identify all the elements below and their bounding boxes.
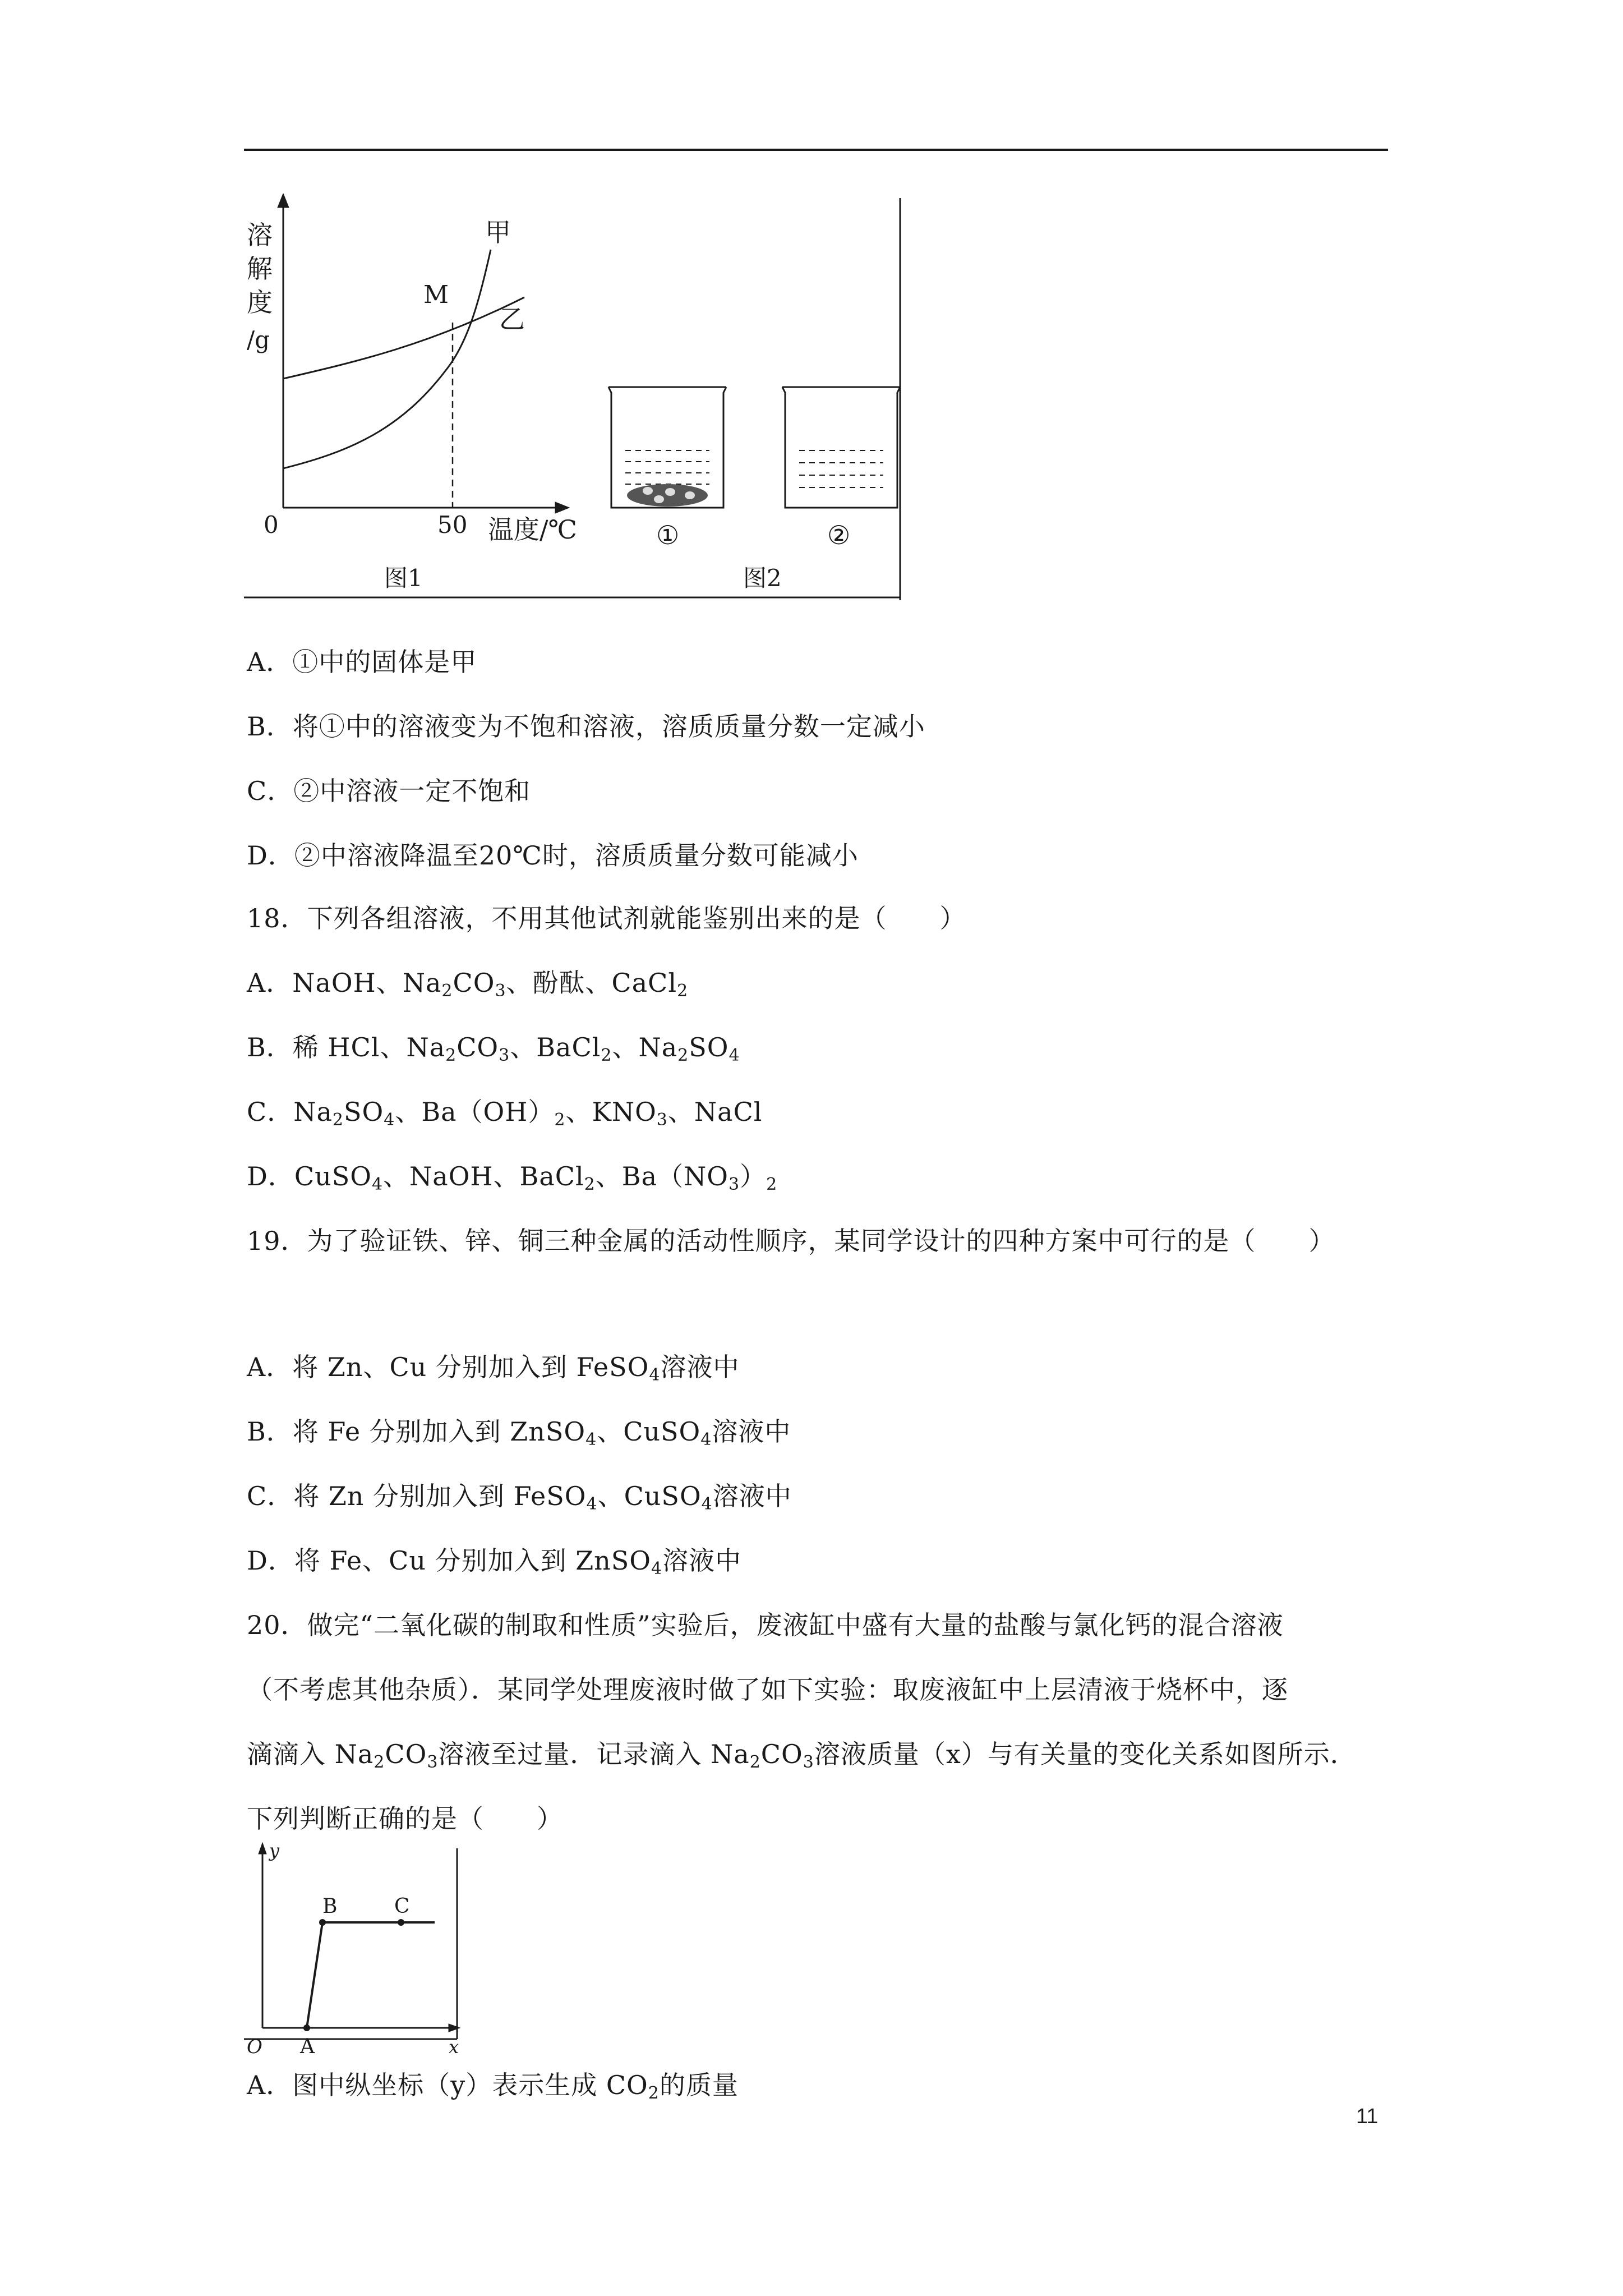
q17-option-c: C．②中溶液一定不饱和: [247, 776, 531, 806]
caption-fig1: 图1: [384, 564, 423, 592]
point-b: [319, 1919, 326, 1926]
solubility-figure: [244, 194, 911, 600]
q20-line-2: （不考虑其他杂质）．某同学处理废液时做了如下实验：取废液缸中上层清液于烧杯中，逐: [247, 1674, 1288, 1705]
curve-jia: [283, 250, 491, 468]
graph-a-label: A: [300, 2035, 315, 2056]
q19-option-c: C．将 Zn 分别加入到 FeSO$_4$、CuSO$_4$溶液中: [247, 1481, 792, 1514]
point-a: [303, 2024, 310, 2031]
q18-option-d: D．CuSO$_4$、NaOH、BaCl$_2$、$Ba(NO_3)_2$: [247, 1161, 778, 1194]
q18-option-a: A．NaOH、$Na_2CO_3$、酚酞、CaCl$_2$: [247, 968, 689, 1001]
origin-label: 0: [264, 511, 279, 539]
q17-option-b: B．将①中的溶液变为不饱和溶液，溶质质量分数一定减小: [247, 711, 925, 742]
header-rule: [244, 149, 1388, 151]
graph-b-label: B: [322, 1895, 338, 1918]
point-c: [398, 1919, 404, 1926]
q18-option-c: C．$Na_2SO_4$、$Ba(OH)_2$、$KNO_3$、NaCl: [247, 1097, 763, 1130]
beaker-2-label: ②: [827, 520, 851, 550]
label-m: M: [423, 280, 449, 309]
xlabel: 温度/℃: [488, 514, 577, 545]
q20-line-1: 20．做完“二氧化碳的制取和性质”实验后，废液缸中盛有大量的盐酸与氯化钙的混合溶液: [247, 1610, 1284, 1640]
tick-50: 50: [437, 511, 468, 539]
ylabel-char-3: 度: [247, 287, 273, 318]
q18-option-b: B．稀 HCl、$Na_2CO_3$、BaCl$_2$、$Na_2SO_4$: [247, 1032, 740, 1065]
q17-option-a: A．①中的固体是甲: [247, 647, 477, 677]
graph-x-label: x: [449, 2036, 459, 2056]
page-number: 11: [1356, 2105, 1378, 2128]
q20-option-a: A．图中纵坐标（y）表示生成 $CO_2$的质量: [247, 2070, 739, 2103]
ylabel-char-2: 解: [247, 254, 273, 284]
q19-option-a: A．将 Zn、Cu 分别加入到 FeSO$_4$溶液中: [247, 1352, 740, 1385]
graph-o-label: O: [247, 2036, 262, 2056]
curve-yi: [283, 297, 524, 379]
q20-graph: [244, 1837, 468, 2056]
q19-stem: 19．为了验证铁、锌、铜三种金属的活动性顺序，某同学设计的四种方案中可行的是（ ）: [247, 1226, 1335, 1256]
ylabel-char-1: 溶: [247, 220, 273, 250]
label-yi: 乙: [499, 304, 525, 334]
graph-c-label: C: [394, 1895, 410, 1918]
label-jia: 甲: [485, 217, 511, 247]
beaker-1: [608, 387, 726, 508]
caption-fig2: 图2: [743, 564, 782, 592]
q20-line-4: 下列判断正确的是（ ）: [247, 1803, 563, 1834]
q19-option-b: B．将 Fe 分别加入到 ZnSO$_4$、CuSO$_4$溶液中: [247, 1416, 791, 1450]
beaker-2: [782, 387, 900, 508]
q20-line-3: 滴滴入 $Na_2CO_3$溶液至过量．记录滴入 $Na_2CO_3$溶液质量（x）与有关量的变化关系如图所示．: [247, 1739, 1357, 1772]
ylabel-unit: /g: [247, 326, 270, 353]
q19-option-d: D．将 Fe、Cu 分别加入到 ZnSO$_4$溶液中: [247, 1545, 742, 1579]
q17-option-d: D．②中溶液降温至20℃时，溶质质量分数可能减小: [247, 840, 859, 871]
q18-stem: 18．下列各组溶液，不用其他试剂就能鉴别出来的是（ ）: [247, 903, 966, 933]
beaker-1-label: ①: [656, 520, 680, 550]
graph-y-label: y: [269, 1840, 280, 1861]
graph-line: [307, 1922, 435, 2028]
